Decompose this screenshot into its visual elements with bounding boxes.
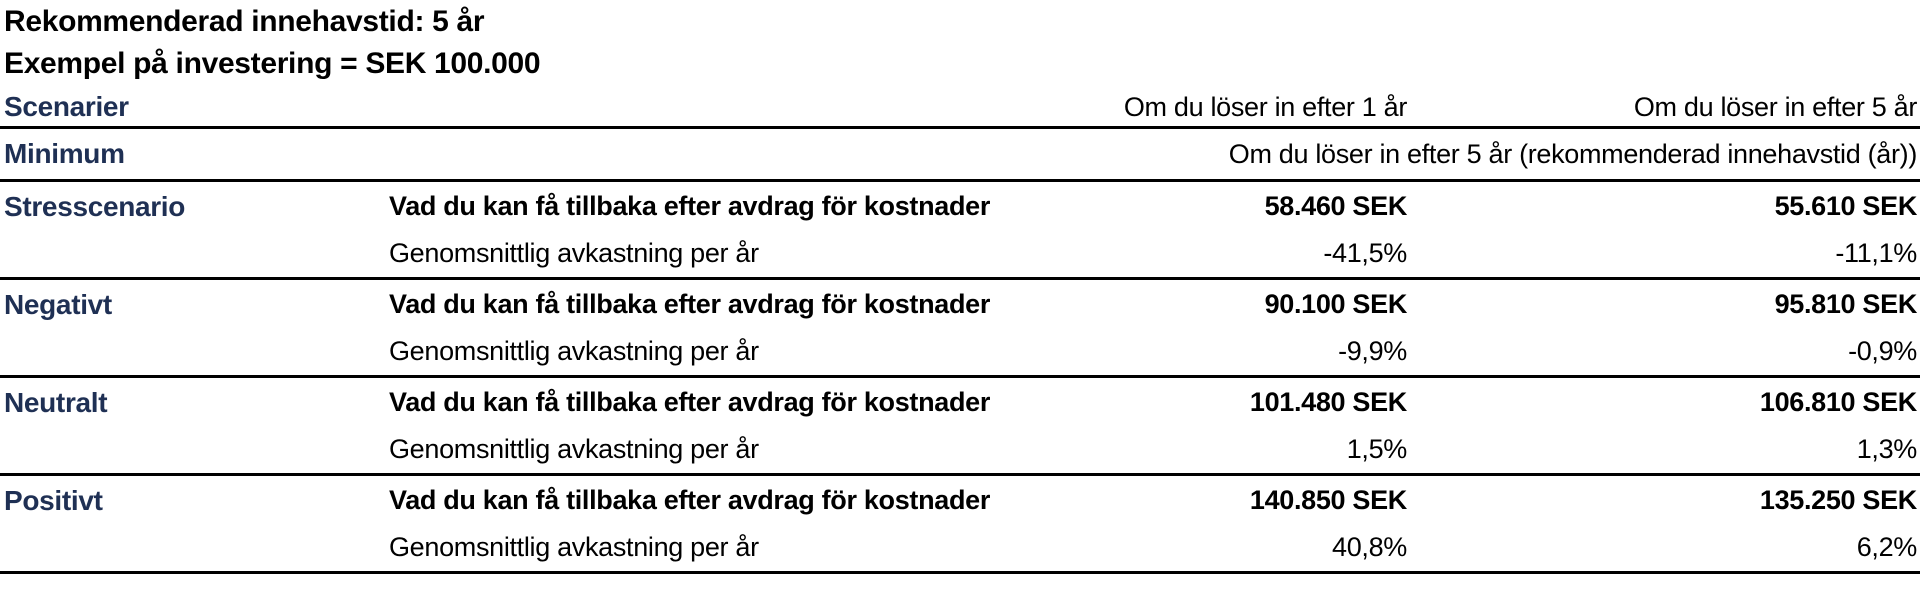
payout-row-label: Vad du kan få tillbaka efter avdrag för kostnader [389,387,991,417]
scenario-name: Positivt [4,484,103,516]
payout-row-label: Vad du kan få tillbaka efter avdrag för kostnader [389,485,991,515]
return-value-1yr: 1,5% [1346,434,1407,464]
minimum-note: Om du löser in efter 5 år (rekommenderad innehavstid (år)) [1228,138,1917,169]
scenario-name: Negativt [4,288,112,320]
payout-value-5yr: 95.810 SEK [1774,289,1917,319]
avg-return-row-label: Genomsnittlig avkastning per år [389,434,759,464]
header-spacer [389,123,911,126]
scenario-name: Neutralt [4,386,108,418]
payout-value-1yr: 101.480 SEK [1249,387,1407,417]
payout-row-label: Vad du kan få tillbaka efter avdrag för kostnader [389,191,991,221]
recommended-holding-period: Rekommenderad innehavstid: 5 år [4,5,485,38]
minimum-row [0,129,1920,182]
payout-value-1yr: 58.460 SEK [1264,191,1407,221]
payout-value-5yr: 55.610 SEK [1774,191,1917,221]
return-value-5yr: -11,1% [1835,238,1917,268]
return-value-5yr: 1,3% [1856,434,1917,464]
payout-value-5yr: 135.250 SEK [1759,485,1917,515]
avg-return-row-label: Genomsnittlig avkastning per år [389,336,759,366]
scenario-block-negative [0,280,1920,378]
minimum-label: Minimum [4,138,125,169]
example-investment: Exempel på investering = SEK 100.000 [4,47,541,80]
return-value-5yr: -0,9% [1848,336,1917,366]
avg-return-row-label: Genomsnittlig avkastning per år [389,238,759,268]
return-value-1yr: -41,5% [1323,238,1407,268]
return-value-1yr: 40,8% [1332,532,1407,562]
column-header-5yr: Om du löser in efter 5 år [1633,92,1917,122]
return-value-1yr: -9,9% [1338,336,1407,366]
table-header-row [0,86,1920,129]
payout-value-5yr: 106.810 SEK [1759,387,1917,417]
payout-value-1yr: 140.850 SEK [1249,485,1407,515]
payout-value-1yr: 90.100 SEK [1264,289,1407,319]
column-header-1yr: Om du löser in efter 1 år [1123,92,1407,122]
scenario-block-positive [0,476,1920,574]
scenarios-header-label: Scenarier [4,91,129,122]
scenario-block-neutral [0,378,1920,476]
avg-return-row-label: Genomsnittlig avkastning per år [389,532,759,562]
payout-row-label: Vad du kan få tillbaka efter avdrag för kostnader [389,289,991,319]
return-value-5yr: 6,2% [1856,532,1917,562]
scenario-block-stress [0,182,1920,280]
scenario-name: Stresscenario [4,190,186,222]
